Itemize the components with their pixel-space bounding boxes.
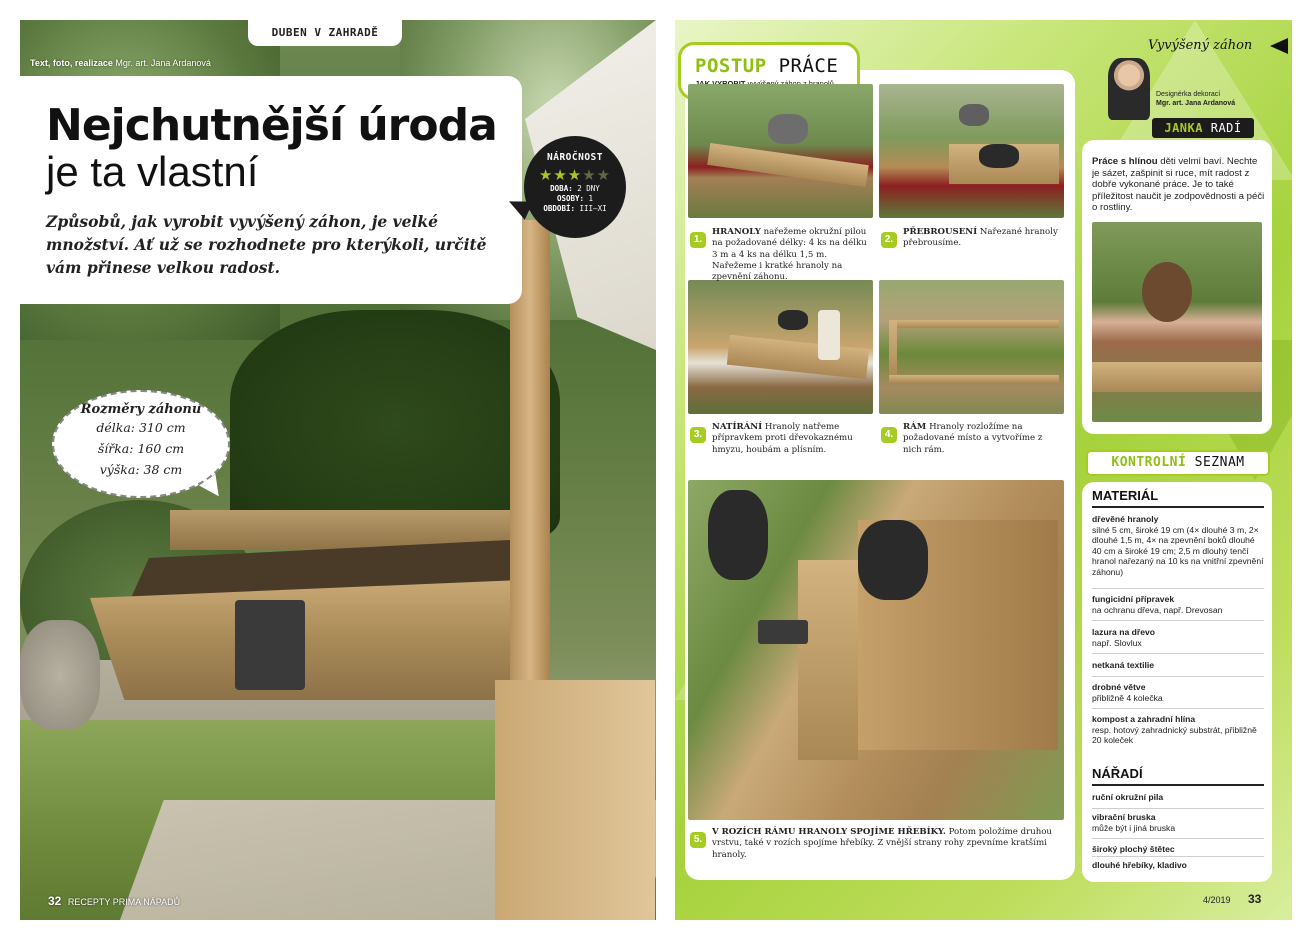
step-4-text: RÁM Hranoly rozložíme na požadované místo a vytvoříme z nich rám. bbox=[903, 422, 1043, 455]
difficulty-period: OBDOBÍ: III–XI bbox=[543, 204, 607, 213]
credit-name: Mgr. art. Jana Ardanová bbox=[115, 58, 211, 68]
checklist-badge: KONTROLNÍ SEZNAM bbox=[1086, 450, 1270, 476]
divider bbox=[1092, 620, 1264, 621]
material-item: fungicidní přípravek na ochranu dřeva, např. Drevosan bbox=[1092, 594, 1223, 615]
difficulty-title: NÁROČNOST bbox=[547, 152, 603, 163]
wooden-post-base bbox=[495, 680, 655, 920]
credit-line bbox=[30, 58, 211, 68]
orbital-sander bbox=[959, 104, 989, 126]
step-5-photo bbox=[688, 480, 1064, 820]
material-item: dřevěné hranoly silné 5 cm, široké 19 cm (4× dlouhé 3 m, 2× dlouhé 1,5 m, 4× na zpevnění boků dlouhé 40 cm a široké 19 cm; 2,5 m dlouhý tenčí hranol nařezaný na 10 ks na vnitřní zpevnění záhonu) bbox=[1092, 514, 1264, 577]
dimensions-title: Rozměry záhonu bbox=[80, 402, 202, 417]
raised-bed-front bbox=[90, 580, 520, 700]
step-2-text: PŘEBROUSENÍ Nařezané hranoly přebrousíme. bbox=[903, 227, 1058, 249]
frame-beam bbox=[889, 320, 1059, 328]
child-hair bbox=[1142, 262, 1192, 322]
materials-heading: MATERIÁL bbox=[1092, 488, 1159, 503]
dimension-length: délka: 310 cm bbox=[96, 420, 186, 435]
step-3-text: NATÍRÁNÍ Hranoly natřeme přípravkem proti dřevokaznému hmyzu, houbám a plísním. bbox=[712, 422, 853, 455]
glove bbox=[979, 144, 1019, 168]
step-3-photo bbox=[688, 280, 873, 414]
tool-item: ruční okružní pila bbox=[1092, 792, 1164, 802]
step-number: 1. bbox=[690, 232, 706, 248]
series-arrow-icon bbox=[1270, 38, 1288, 54]
glove bbox=[858, 520, 928, 600]
tip-badge: JANKA RADÍ bbox=[1152, 118, 1254, 138]
wood-beam bbox=[727, 335, 869, 379]
frame-beam bbox=[889, 320, 897, 380]
tool-item: dlouhé hřebíky, kladivo bbox=[1092, 860, 1187, 870]
article-subtitle: Způsobů, jak vyrobit vyvýšený záhon, je velké množství. Ať už se rozhodnete pro kterýkoli, určitě vám přinese velkou radost. bbox=[46, 212, 487, 277]
step-number: 2. bbox=[881, 232, 897, 248]
wood-beam bbox=[707, 143, 869, 187]
section-label: DUBEN V ZAHRADĚ bbox=[248, 20, 402, 46]
star-empty-icon: ★ bbox=[582, 167, 597, 184]
corner-post bbox=[798, 560, 858, 760]
credit-label: Text, foto, realizace bbox=[30, 58, 113, 68]
article-title-light: je ta vlastní bbox=[46, 148, 259, 195]
dimension-height: výška: 38 cm bbox=[99, 462, 183, 477]
article-title-bold: Nejchutnější úroda bbox=[46, 100, 497, 151]
watering-can bbox=[235, 600, 305, 690]
dimensions-bubble bbox=[52, 390, 230, 498]
child-gardening-photo bbox=[1092, 222, 1262, 422]
star-empty-icon: ★ bbox=[596, 167, 612, 184]
author-portrait bbox=[1108, 58, 1150, 120]
left-footer bbox=[48, 894, 180, 908]
divider bbox=[1092, 838, 1264, 839]
heading-rule bbox=[1092, 784, 1264, 786]
hammer bbox=[758, 620, 808, 644]
difficulty-stars bbox=[524, 166, 626, 184]
tool-item: široký plochý štětec bbox=[1092, 844, 1175, 854]
material-item: lazura na dřevo např. Slovlux bbox=[1092, 627, 1156, 648]
tools-heading: NÁŘADÍ bbox=[1092, 766, 1143, 781]
step-1-text: HRANOLY nařežeme okružní pilou na požadované délky: 4 ks na délku 3 m a 4 ks na délku 1,5 m. Nařežeme i kratké hranoly na zpevnění záhonu. bbox=[712, 227, 867, 283]
divider bbox=[1092, 708, 1264, 709]
star-icon: ★ bbox=[567, 167, 583, 184]
step-1-photo bbox=[688, 84, 873, 218]
dimension-width: šířka: 160 cm bbox=[97, 441, 185, 456]
step-number: 4. bbox=[881, 427, 897, 443]
material-item: netkaná textilie bbox=[1092, 660, 1155, 670]
step-5-text: V ROZÍCH RÁMU HRANOLY SPOJÍME HŘEBÍKY. Potom položíme druhou vrstvu, také v rozích spojíme hřebíky. Z vnější strany rohy zpevníme kratšími hranoly. bbox=[712, 827, 1052, 860]
page-number-right: 33 bbox=[1248, 892, 1262, 906]
step-number: 5. bbox=[690, 832, 706, 848]
circular-saw bbox=[768, 114, 808, 144]
glove bbox=[778, 310, 808, 330]
divider bbox=[1092, 808, 1264, 809]
divider bbox=[1092, 856, 1264, 857]
star-icon: ★ bbox=[538, 167, 554, 184]
magazine-name: RECEPTY PRIMA NÁPADŮ bbox=[67, 897, 181, 907]
frame-beam bbox=[889, 375, 1059, 383]
step-number: 3. bbox=[690, 427, 706, 443]
heading-rule bbox=[1092, 506, 1264, 508]
title-box bbox=[20, 76, 522, 304]
preservative-bottle bbox=[818, 310, 840, 360]
star-icon: ★ bbox=[553, 167, 568, 184]
difficulty-persons: OSOBY: 1 bbox=[556, 194, 594, 203]
material-item: drobné větve přibližně 4 kolečka bbox=[1092, 682, 1163, 703]
author-caption: Designérka dekorací Mgr. art. Jana Ardanová bbox=[1156, 91, 1236, 107]
divider bbox=[1092, 588, 1264, 589]
step-4-photo bbox=[879, 280, 1064, 414]
divider bbox=[1092, 653, 1264, 654]
series-title: Vyvýšený záhon bbox=[1148, 38, 1253, 53]
garden-stone bbox=[20, 620, 100, 730]
difficulty-duration: DOBA: 2 DNY bbox=[550, 184, 600, 193]
issue-label: 4/2019 bbox=[1203, 895, 1231, 905]
material-item: kompost a zahradní hlína resp. hotový zahradnický substrát, přibližně 20 koleček bbox=[1092, 714, 1257, 745]
glove bbox=[708, 490, 768, 580]
divider bbox=[1092, 676, 1264, 677]
difficulty-bubble bbox=[524, 136, 626, 238]
raised-bed-edge bbox=[1092, 362, 1262, 392]
tip-text: Práce s hlínou děti velmi baví. Nechte je sázet, zašpinit si ruce, mít radost z dobře vykonané práce. Je to také příležitost naučit je zodpovědnosti a péči o rostliny. bbox=[1092, 156, 1265, 213]
step-2-photo bbox=[879, 84, 1064, 218]
page-number-left: 32 bbox=[48, 894, 62, 908]
postup-title: POSTUP PRÁCE bbox=[695, 55, 839, 77]
tool-item: vibrační bruska může být i jiná bruska bbox=[1092, 812, 1176, 833]
